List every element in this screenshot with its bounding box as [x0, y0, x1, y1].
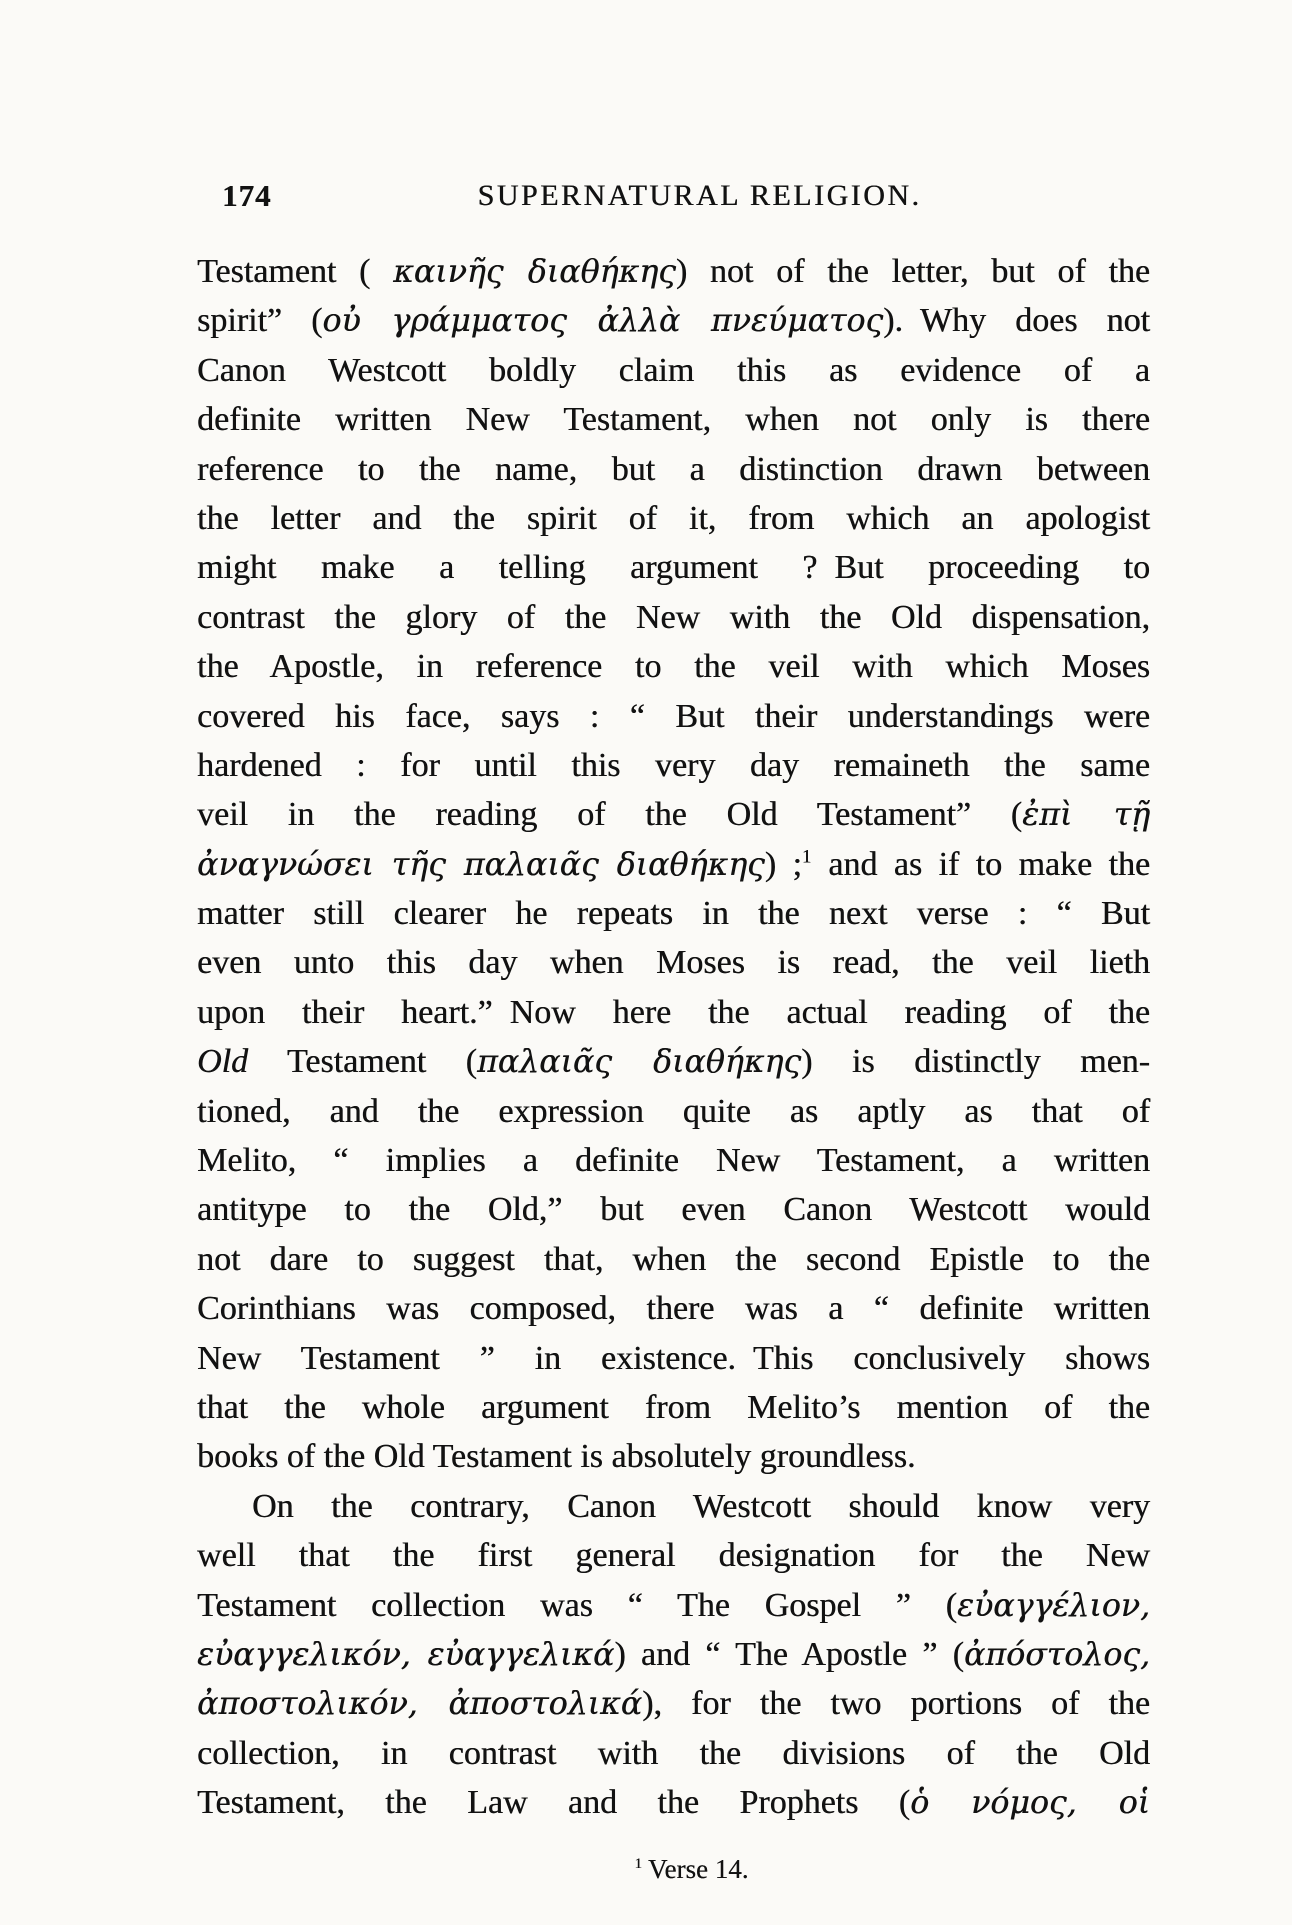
text-line [197, 1531, 1150, 1580]
text-segment: collection, in contrast with the divisions of the Old [197, 1734, 1150, 1772]
text-segment: Testament ( [197, 253, 394, 290]
text-segment: Old [197, 1043, 248, 1081]
text-line [197, 741, 1150, 790]
text-line [197, 296, 1150, 345]
text-line [197, 790, 1150, 839]
text-segment: Corinthians was composed, there was a “ definite written [197, 1290, 1150, 1328]
text-segment: οὐ γράμματος ἀλλὰ πνεύματος [322, 303, 884, 340]
text-line [197, 988, 1150, 1037]
text-segment: the Apostle, in reference to the veil with which Moses [197, 648, 1150, 686]
text-segment: New Testament ” in existence. This conclusively shows [197, 1339, 1150, 1377]
text-line [197, 593, 1150, 642]
text-segment: antitype to the Old,” but even Canon Westcott would [197, 1191, 1150, 1229]
text-segment: veil in the reading of the Old Testament” ( [197, 796, 1023, 834]
text-segment: Canon Westcott boldly claim this as evidence of a [197, 351, 1150, 389]
footnote-text: Verse 14. [647, 1854, 749, 1884]
text-segment: reference to the name, but a distinction drawn between [197, 450, 1150, 488]
text-line [197, 346, 1150, 395]
text-segment: definite written New Testament, when not only is there [197, 401, 1150, 439]
text-segment: ) not of the letter, but of the [675, 253, 1150, 290]
text-segment: Melito, “ implies a definite New Testament, a written [197, 1142, 1150, 1180]
page-body [197, 247, 1150, 1828]
text-line [197, 1136, 1150, 1185]
text-segment: ἀναγνώσει τῆς παλαιᾶς διαθήκης [197, 846, 765, 883]
text-segment: παλαιᾶς διαθήκης [476, 1044, 802, 1081]
text-segment: εὐαγγελικόν, εὐαγγελικά [197, 1636, 615, 1673]
text-segment: that the whole argument from Melito’s mention of the [197, 1388, 1150, 1426]
text-line [197, 1679, 1150, 1728]
text-segment: covered his face, says : “ But their understandings were [197, 697, 1150, 735]
text-segment: ) is distinctly men- [801, 1043, 1150, 1081]
text-line [197, 494, 1150, 543]
text-line [197, 1383, 1150, 1432]
text-segment: Testament ( [248, 1043, 477, 1081]
text-segment: books of the Old Testament is absolutely groundless. [197, 1438, 916, 1476]
text-line [197, 642, 1150, 691]
text-segment: ἀπόστολος, [963, 1636, 1150, 1673]
text-segment: ). Why does not [883, 302, 1150, 340]
text-segment: even unto this day when Moses is read, the veil lieth [197, 944, 1150, 982]
text-line [197, 1581, 1150, 1630]
text-line [197, 938, 1150, 987]
text-line [197, 1037, 1150, 1086]
text-line [197, 543, 1150, 592]
text-segment: contrast the glory of the New with the Old dispensation, [197, 598, 1150, 636]
text-segment: ὁ νόμος, οἱ [910, 1785, 1151, 1822]
text-line [197, 1185, 1150, 1234]
text-line [197, 840, 1150, 889]
text-line [197, 395, 1150, 444]
text-segment: the letter and the spirit of it, from which an apologist [197, 499, 1150, 537]
text-segment: well that the first general designation for the New [197, 1537, 1150, 1575]
text-line [197, 1630, 1150, 1679]
text-segment: not dare to suggest that, when the second Epistle to the [197, 1240, 1150, 1278]
text-line [197, 1235, 1150, 1284]
text-segment: and as if to make the [811, 845, 1151, 883]
footnote-marker: 1 [634, 1856, 642, 1872]
text-segment: Testament, the Law and the Prophets ( [197, 1784, 911, 1822]
text-segment: ) and “ The Apostle ” ( [614, 1635, 964, 1673]
text-line [197, 1334, 1150, 1383]
text-segment: εὐαγγέλιον, [957, 1587, 1150, 1624]
footnote [215, 1854, 1168, 1885]
text-segment: καινῆς διαθήκης [393, 254, 676, 290]
text-line [197, 247, 1150, 296]
text-segment: might make a telling argument ? But proceeding to [197, 549, 1150, 587]
text-line [197, 445, 1150, 494]
text-segment: ) ; [764, 845, 802, 883]
text-line [197, 692, 1150, 741]
text-segment: ἀποστολικόν, ἀποστολικά [197, 1686, 643, 1723]
text-line [197, 1482, 1150, 1531]
text-segment: upon their heart.” Now here the actual reading of the [197, 993, 1150, 1031]
text-line [197, 1284, 1150, 1333]
text-segment: spirit” ( [197, 302, 323, 340]
page-number: 174 [222, 178, 272, 213]
text-line [197, 889, 1150, 938]
text-segment: ἐπὶ τῇ [1022, 797, 1150, 834]
text-line [197, 1778, 1150, 1827]
text-segment: Testament collection was “ The Gospel ” ( [197, 1586, 957, 1624]
text-segment: On the contrary, Canon Westcott should know very [252, 1487, 1150, 1525]
text-segment: hardened : for until this very day remaineth the same [197, 746, 1150, 784]
running-title: SUPERNATURAL RELIGION. [477, 179, 922, 212]
text-line [197, 1432, 1150, 1481]
text-segment: ), for the two portions of the [642, 1685, 1150, 1723]
text-line [197, 1729, 1150, 1778]
text-line [197, 1087, 1150, 1136]
text-segment: matter still clearer he repeats in the next verse : “ But [197, 895, 1150, 933]
footnote-reference: 1 [801, 846, 812, 868]
text-segment: tioned, and the expression quite as aptly as that of [197, 1092, 1150, 1130]
